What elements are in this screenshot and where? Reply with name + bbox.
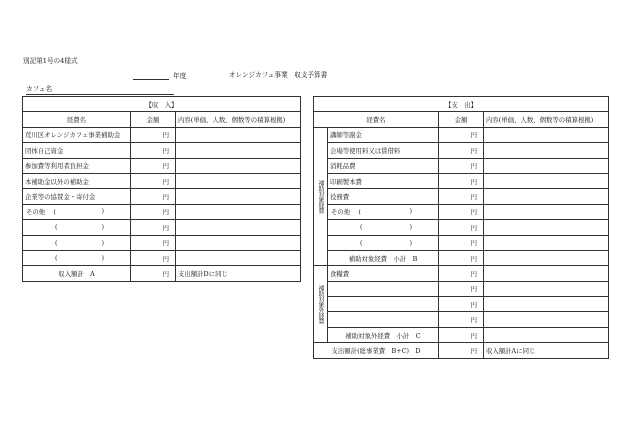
table-row	[314, 235, 609, 250]
expense-detail-cell[interactable]	[484, 312, 609, 327]
table-row	[23, 220, 301, 235]
expense-detail-cell[interactable]	[484, 189, 609, 204]
income-amount-cell[interactable]: 円	[131, 127, 176, 142]
expense-detail-cell[interactable]	[484, 250, 609, 265]
cafe-name-field[interactable]	[26, 86, 174, 95]
expense-detail-cell[interactable]	[484, 235, 609, 250]
table-row	[314, 158, 609, 173]
subsidized-subtotal-label: 補助対象経費 小計 B	[328, 250, 439, 265]
paren-open: (	[360, 238, 363, 247]
income-section-title: 【収 入】	[23, 97, 301, 112]
income-item-label: 荒川区オレンジカフェ事業補助金	[23, 127, 131, 142]
income-detail-cell[interactable]	[176, 189, 301, 204]
income-item-label: 団体自己資金	[23, 143, 131, 158]
expense-other-cell[interactable]	[328, 235, 439, 250]
expense-item-label: 食糧費	[328, 266, 439, 281]
expense-detail-cell[interactable]	[484, 173, 609, 188]
expense-total-label: 支出額計(総事業費 B+C) D	[314, 343, 439, 358]
income-amount-cell[interactable]: 円	[131, 220, 176, 235]
table-row	[314, 312, 609, 327]
paren-open: (	[53, 208, 56, 217]
cafe-name-label: カフェ名	[26, 85, 53, 93]
document-title: オレンジカフェ事業 収支予算書	[229, 71, 328, 79]
expense-total-amount[interactable]: 円	[439, 343, 484, 358]
expense-item-label: 会場等使用料又は賃借料	[328, 143, 439, 158]
expense-amount-cell[interactable]: 円	[439, 235, 484, 250]
income-amount-cell[interactable]: 円	[131, 173, 176, 188]
income-amount-cell[interactable]: 円	[131, 158, 176, 173]
expense-item-cell[interactable]	[328, 281, 439, 296]
income-table	[22, 96, 301, 282]
income-detail-cell[interactable]	[176, 173, 301, 188]
expense-amount-cell[interactable]: 円	[439, 143, 484, 158]
expense-amount-cell[interactable]: 円	[439, 220, 484, 235]
income-detail-cell[interactable]	[176, 127, 301, 142]
income-amount-cell[interactable]: 円	[131, 189, 176, 204]
expense-amount-cell[interactable]: 円	[439, 281, 484, 296]
expense-item-label: 講師等謝金	[328, 127, 439, 142]
income-detail-cell[interactable]	[176, 250, 301, 265]
expense-detail-cell[interactable]	[484, 143, 609, 158]
table-row	[23, 235, 301, 250]
year-suffix: 年度	[173, 72, 187, 81]
income-item-label: 企業等の協賛金・寄付金	[23, 189, 131, 204]
paren-open: (	[55, 238, 58, 247]
expense-amount-cell[interactable]: 円	[439, 266, 484, 281]
non-subsidized-group-label: 補助対象外経費	[314, 266, 328, 343]
income-detail-cell[interactable]	[176, 204, 301, 219]
expense-amount-cell[interactable]: 円	[439, 312, 484, 327]
expense-detail-cell[interactable]	[484, 281, 609, 296]
table-row	[314, 281, 609, 296]
income-other-cell[interactable]	[23, 204, 131, 219]
expense-total-note: 収入額計Aに同じ	[484, 343, 609, 358]
income-other-label: その他	[26, 208, 46, 217]
expense-amount-cell[interactable]: 円	[439, 189, 484, 204]
table-row	[314, 173, 609, 188]
paren-open: (	[55, 223, 58, 232]
income-other-cell[interactable]	[23, 250, 131, 265]
income-item-label: 参加費等利用者負担金	[23, 158, 131, 173]
paren-close: )	[409, 223, 412, 232]
expense-detail-cell[interactable]	[484, 204, 609, 219]
table-row	[314, 204, 609, 219]
income-detail-cell[interactable]	[176, 143, 301, 158]
expense-header-row	[314, 112, 609, 127]
paren-close: )	[101, 223, 104, 232]
expense-col-item: 経費名	[314, 112, 439, 127]
expense-other-cell[interactable]	[328, 204, 439, 219]
income-amount-cell[interactable]: 円	[131, 235, 176, 250]
expense-item-cell[interactable]	[328, 312, 439, 327]
table-row	[23, 250, 301, 265]
expense-item-label: 消耗品費	[328, 158, 439, 173]
subsidized-group-label: 補助対象経費	[314, 127, 328, 266]
year-blank[interactable]	[133, 72, 169, 80]
expense-section-title: 【支 出】	[314, 97, 609, 112]
expense-detail-cell[interactable]	[484, 127, 609, 142]
paren-open: (	[360, 223, 363, 232]
form-number: 別記第1号の4様式	[23, 57, 78, 65]
expense-detail-cell[interactable]	[484, 327, 609, 342]
subsidized-subtotal-row	[314, 250, 609, 265]
expense-amount-cell[interactable]: 円	[439, 204, 484, 219]
expense-detail-cell[interactable]	[484, 158, 609, 173]
table-row	[314, 220, 609, 235]
paren-close: )	[101, 238, 104, 247]
table-row	[314, 297, 609, 312]
income-title-row	[23, 97, 301, 112]
table-row	[23, 189, 301, 204]
income-detail-cell[interactable]	[176, 220, 301, 235]
income-detail-cell[interactable]	[176, 235, 301, 250]
table-row	[314, 189, 609, 204]
table-row	[314, 266, 609, 281]
paren-close: )	[409, 207, 412, 216]
table-row	[23, 158, 301, 173]
expense-detail-cell[interactable]	[484, 297, 609, 312]
expense-amount-cell[interactable]: 円	[439, 297, 484, 312]
expense-detail-cell[interactable]	[484, 220, 609, 235]
expense-detail-cell[interactable]	[484, 266, 609, 281]
expense-col-detail: 内容(単価、人数、個数等の積算根拠)	[484, 112, 609, 127]
table-row	[23, 173, 301, 188]
income-total-amount[interactable]: 円	[131, 266, 176, 281]
paren-open: (	[55, 254, 58, 263]
income-item-label: 本補助金以外の補助金	[23, 173, 131, 188]
income-amount-cell[interactable]: 円	[131, 143, 176, 158]
expense-item-label: 役務費	[328, 189, 439, 204]
income-col-amount: 金額	[131, 112, 176, 127]
paren-close: )	[101, 207, 104, 216]
expense-amount-cell[interactable]: 円	[439, 173, 484, 188]
paren-close: )	[101, 254, 104, 263]
expense-other-label: その他	[331, 208, 351, 217]
income-total-note: 支出額計Dに同じ	[176, 266, 301, 281]
paren-close: )	[409, 238, 412, 247]
expense-item-cell[interactable]	[328, 297, 439, 312]
table-row	[23, 204, 301, 219]
income-other-cell[interactable]	[23, 235, 131, 250]
expense-total-row	[314, 343, 609, 358]
income-total-label: 収入額計 A	[23, 266, 131, 281]
table-row	[23, 127, 301, 142]
income-detail-cell[interactable]	[176, 158, 301, 173]
income-other-cell[interactable]	[23, 220, 131, 235]
income-total-row	[23, 266, 301, 281]
table-row	[314, 127, 609, 142]
income-amount-cell[interactable]: 円	[131, 250, 176, 265]
paren-open: (	[358, 208, 361, 217]
non-subsidized-subtotal-row	[314, 327, 609, 342]
income-col-item: 経費名	[23, 112, 131, 127]
income-amount-cell[interactable]: 円	[131, 204, 176, 219]
fiscal-year-line	[133, 72, 186, 80]
non-subsidized-subtotal-amount[interactable]: 円	[439, 327, 484, 342]
income-header-row	[23, 112, 301, 127]
table-row	[314, 143, 609, 158]
expense-table	[313, 96, 609, 359]
subsidized-subtotal-amount[interactable]: 円	[439, 250, 484, 265]
expense-title-row	[314, 97, 609, 112]
income-col-detail: 内容(単価、人数、個数等の積算根拠)	[176, 112, 301, 127]
expense-item-label: 印刷製本費	[328, 173, 439, 188]
expense-other-cell[interactable]	[328, 220, 439, 235]
table-row	[23, 143, 301, 158]
non-subsidized-subtotal-label: 補助対象外経費 小計 C	[328, 327, 439, 342]
expense-amount-cell[interactable]: 円	[439, 127, 484, 142]
expense-col-amount: 金額	[439, 112, 484, 127]
expense-amount-cell[interactable]: 円	[439, 158, 484, 173]
